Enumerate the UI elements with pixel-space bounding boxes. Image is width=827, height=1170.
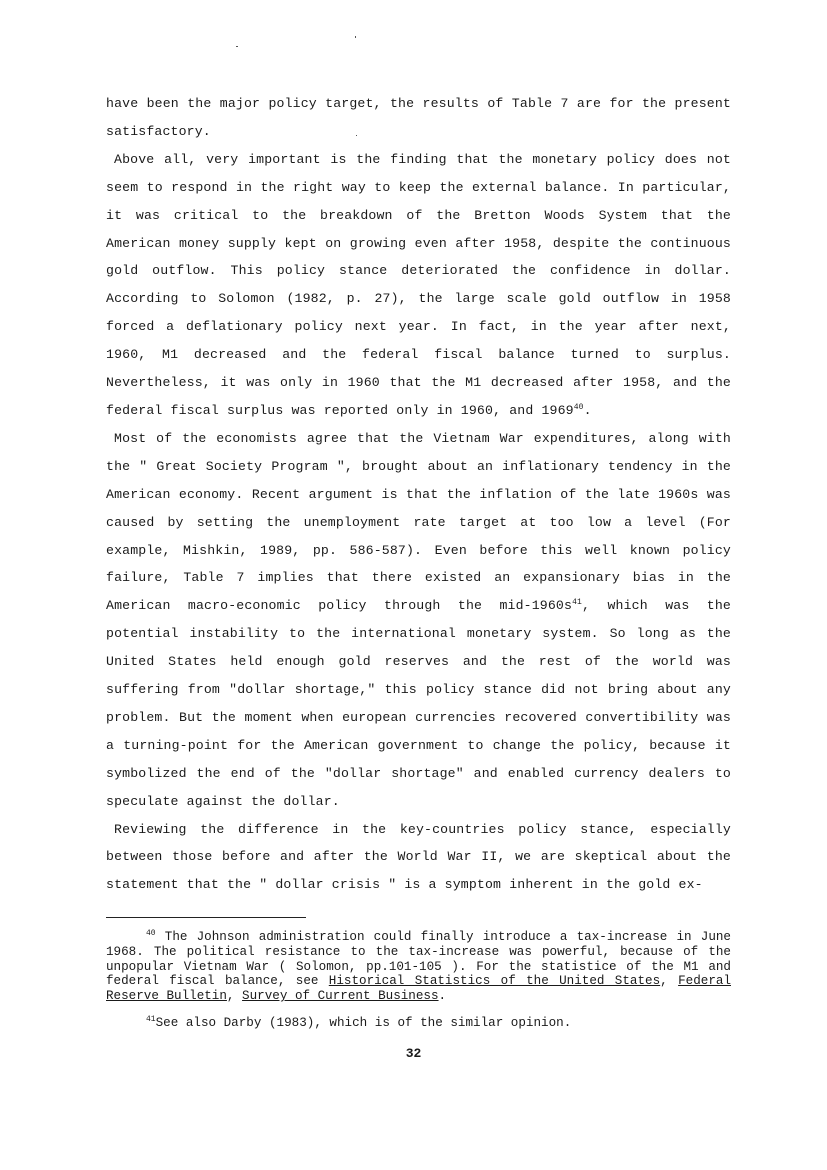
footnote-divider [106,917,306,918]
paragraph-3 [106,425,731,816]
source-survey-current-business: Survey of Current Business [242,989,439,1004]
footnote-41 [106,1016,731,1031]
source-separator: , [226,989,243,1004]
paragraph-4 [106,816,731,900]
source-separator: , [660,974,679,989]
footnote-40-end: . [438,989,447,1004]
source-historical-statistics: Historical Statistics of the United States [328,974,661,989]
page-number: 32 [405,1046,422,1061]
footnote-40-text: The Johnson administration could finally introduce a tax-increase in June 1968. The political resistance to the tax-increase was powerful, because of the unpopular Vietnam War ( Solomon, pp.101-105 ). For the statistice of the M1 and federal fiscal balance, see [106,930,731,989]
footnote-ref-41: 41 [572,598,582,608]
paragraph-3-text: Most of the economists agree that the Vietnam War expenditures, along with the " Great Society Program ", brought about an inflationary tendency in the American economy. Recent argument is that the inflation of the late 1960s was caused by setting the unemployment rate target at too low a level (For example, Mishkin, 1989, pp. 586-587). Even before this well known policy failure, Table 7 implies that there existed an expansionary bias in the American macro-economic policy through the mid-1960s [106,430,731,614]
footnote-marker-40: 40 [146,929,156,938]
footnote-ref-40: 40 [573,402,584,412]
paragraph-1-text: have been the major policy target, the results of Table 7 are for the present satisfactory. [106,96,731,139]
footnote-marker-41: 41 [146,1014,156,1024]
paragraph-2 [106,146,731,425]
paragraph-2-end: . [583,402,592,418]
source-federal-reserve-bulletin: Federal Reserve Bulletin [106,974,731,1004]
paragraph-3-rest: , which was the potential instability to the international monetary system. So long as the United States held enough gold reserves and the rest of the world was suffering from "dollar shortage," this policy stance did not bring about any problem. But the moment when european currencies recovered convertibility was a turning-point for the American government to change the policy, because it symbolized the end of the "dollar shortage" and enabled currency dealers to speculate against the dollar. [106,598,731,809]
paragraph-4-text: Reviewing the difference in the key-countries policy stance, especially between those before and after the World War II, we are skeptical about the statement that the " dollar crisis " is a symptom inherent in the gold ex- [106,821,731,893]
footnotes [106,930,731,1043]
body-text [106,90,731,899]
paragraph-1 [106,90,731,146]
paragraph-2-text: Above all, very important is the finding that the monetary policy does not seem to respond in the right way to keep the external balance. In particular, it was critical to the breakdown of the Bretton Woods System that the American money supply kept on growing even after 1958, despite the continuous gold outflow. This policy stance deteriorated the confidence in dollar. According to Solomon (1982, p. 27), the large scale gold outflow in 1958 forced a deflationary policy next year. In fact, in the year after next, 1960, M1 decreased and the federal fiscal balance turned to surplus. Nevertheless, it was only in 1960 that the M1 decreased after 1958, and the federal fiscal surplus was reported only in 1960, and 1969 [106,151,731,418]
footnote-41-text: See also Darby (1983), which is of the similar opinion. [155,1015,572,1030]
footnote-40 [106,930,731,1004]
